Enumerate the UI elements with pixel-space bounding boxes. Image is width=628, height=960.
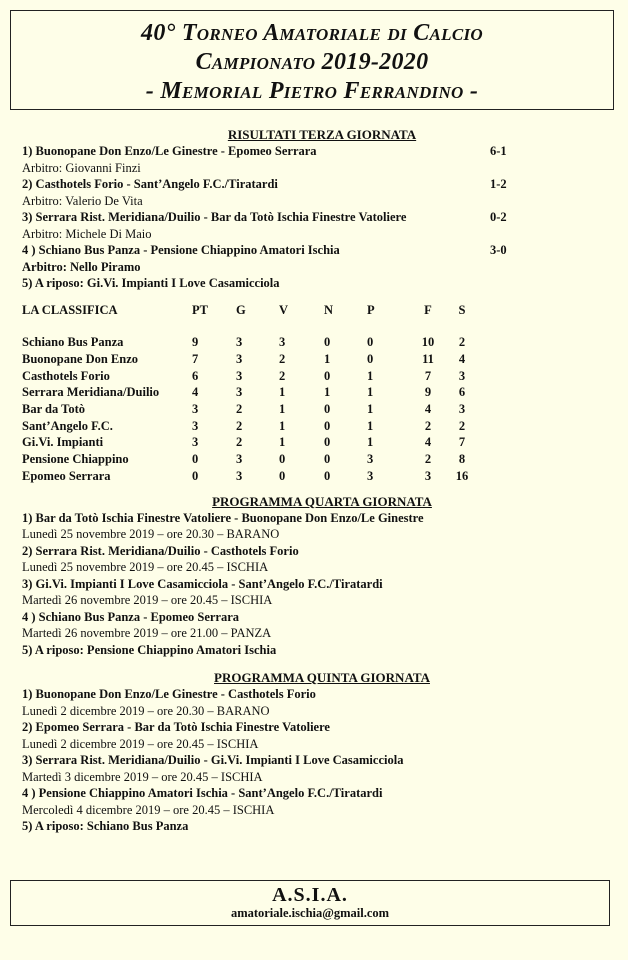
goals-for: 7 — [424, 368, 432, 383]
fixture-info: Martedì 26 novembre 2019 – ore 20.45 – ISCHIA — [22, 593, 273, 608]
goals-against: 2 — [458, 335, 466, 350]
fixture-info: Lunedì 25 novembre 2019 – ore 20.45 – ISCHIA — [22, 560, 269, 575]
points: 9 — [192, 335, 199, 350]
losses: 3 — [367, 468, 374, 483]
losses: 0 — [367, 335, 374, 350]
standings-row — [22, 384, 622, 401]
result-match: 3) Serrara Rist. Meridiana/Duilio - Bar da Totò Ischia Finestre Vatoliere — [22, 210, 407, 224]
fixture-match: 2) Epomeo Serrara - Bar da Totò Ischia Finestre Vatoliere — [22, 720, 330, 735]
draws: 0 — [324, 418, 331, 433]
draws: 0 — [324, 402, 331, 417]
played: 3 — [236, 385, 243, 400]
goals-for: 2 — [424, 418, 432, 433]
goals-for: 3 — [424, 468, 432, 483]
result-match: 2) Casthotels Forio - Sant’Angelo F.C./Tiratardi — [22, 177, 278, 191]
goals-for: 4 — [424, 402, 432, 417]
fixture-match: 2) Serrara Rist. Meridiana/Duilio - Casthotels Forio — [22, 543, 299, 558]
title-box — [10, 10, 614, 110]
goals-for: 9 — [424, 385, 432, 400]
result-match: 1) Buonopane Don Enzo/Le Ginestre - Epomeo Serrara — [22, 144, 317, 158]
draws: 0 — [324, 435, 331, 450]
round3-title: RISULTATI TERZA GIORNATA — [227, 127, 417, 142]
wins: 2 — [279, 351, 286, 366]
result-row — [22, 176, 622, 193]
goals-for: 2 — [424, 452, 432, 467]
standings-row — [22, 418, 622, 435]
points: 3 — [192, 402, 199, 417]
title-line-2: Campionato 2019-2020 — [195, 49, 429, 75]
fixture-match: 3) Serrara Rist. Meridiana/Duilio - Gi.Vi. Impianti I Love Casamicciola — [22, 753, 404, 768]
played: 2 — [236, 402, 243, 417]
points: 6 — [192, 368, 199, 383]
points: 0 — [192, 452, 199, 467]
goals-for: 11 — [422, 351, 434, 366]
wins: 1 — [279, 418, 286, 433]
round3-section — [22, 127, 622, 292]
standings-header — [22, 302, 622, 319]
standings-row — [22, 401, 622, 418]
goals-against: 8 — [458, 452, 466, 467]
goals-against: 3 — [458, 368, 466, 383]
points: 7 — [192, 351, 199, 366]
played: 2 — [236, 435, 243, 450]
goals-for: 10 — [421, 335, 435, 350]
played: 3 — [236, 468, 243, 483]
standings-body — [22, 334, 622, 484]
rest-team: 5) A riposo: Schiano Bus Panza — [22, 819, 189, 834]
fixture-match: 4 ) Pensione Chiappino Amatori Ischia - Sant’Angelo F.C./Tiratardi — [22, 786, 383, 801]
standings-row — [22, 451, 622, 468]
result-row — [22, 143, 622, 160]
header-p: P — [367, 302, 375, 317]
team-name: Sant’Angelo F.C. — [22, 418, 113, 433]
losses: 1 — [367, 368, 374, 383]
goals-against: 4 — [458, 351, 466, 366]
fixture-info: Martedì 26 novembre 2019 – ore 21.00 – PANZA — [22, 626, 272, 641]
wins: 1 — [279, 402, 286, 417]
round4-section — [22, 494, 622, 659]
goals-for: 4 — [424, 435, 432, 450]
draws: 0 — [324, 452, 331, 467]
played: 3 — [236, 452, 243, 467]
result-score: 6-1 — [490, 144, 507, 158]
wins: 0 — [279, 452, 286, 467]
team-name: Gi.Vi. Impianti — [22, 435, 104, 450]
main-content — [22, 127, 622, 835]
round4-title: PROGRAMMA QUARTA GIORNATA — [212, 493, 432, 509]
played: 3 — [236, 368, 243, 383]
standings-row — [22, 351, 622, 368]
title-line-3: - Memorial Pietro Ferrandino - — [145, 78, 479, 104]
played: 3 — [236, 351, 243, 366]
result-score: 1-2 — [490, 177, 507, 191]
fixture-info: Lunedì 2 dicembre 2019 – ore 20.45 – ISCHIA — [22, 736, 259, 751]
referee: Arbitro: Giovanni Finzi — [22, 160, 141, 175]
header-pt: PT — [192, 302, 208, 317]
result-score: 0-2 — [490, 210, 507, 224]
wins: 1 — [279, 385, 286, 400]
contact-email[interactable]: amatoriale.ischia@gmail.com — [230, 906, 390, 920]
draws: 1 — [324, 351, 331, 366]
team-name: Pensione Chiappino — [22, 452, 129, 467]
referee: Arbitro: Michele Di Maio — [22, 226, 152, 241]
result-score: 3-0 — [490, 243, 507, 257]
title-line-1: 40° Torneo Amatoriale di Calcio — [141, 20, 483, 46]
fixture-match: 3) Gi.Vi. Impianti I Love Casamicciola - Sant’Angelo F.C./Tiratardi — [22, 576, 383, 591]
header-n: N — [324, 302, 334, 317]
fixture-match: 4 ) Schiano Bus Panza - Epomeo Serrara — [22, 609, 240, 624]
wins: 3 — [279, 335, 286, 350]
points: 4 — [192, 385, 199, 400]
footer-box — [10, 880, 610, 926]
team-name: Schiano Bus Panza — [22, 335, 124, 350]
losses: 1 — [367, 402, 374, 417]
wins: 2 — [279, 368, 286, 383]
goals-against: 3 — [458, 402, 466, 417]
fixture-match: 1) Bar da Totò Ischia Finestre Vatoliere - Buonopane Don Enzo/Le Ginestre — [22, 510, 424, 525]
round5-section — [22, 670, 622, 835]
rest-team: 5) A riposo: Pensione Chiappino Amatori Ischia — [22, 642, 277, 657]
result-match: 4 ) Schiano Bus Panza - Pensione Chiappino Amatori Ischia — [22, 243, 340, 257]
team-name: Epomeo Serrara — [22, 468, 111, 483]
wins: 1 — [279, 435, 286, 450]
losses: 3 — [367, 452, 374, 467]
losses: 0 — [367, 351, 374, 366]
result-row — [22, 242, 622, 259]
standings-table — [22, 302, 622, 485]
fixture-info: Martedì 3 dicembre 2019 – ore 20.45 – ISCHIA — [22, 769, 263, 784]
standings-row — [22, 468, 622, 485]
goals-against: 6 — [458, 385, 466, 400]
draws: 0 — [324, 368, 331, 383]
goals-against: 7 — [458, 435, 466, 450]
draws: 0 — [324, 468, 331, 483]
fixture-info: Lunedì 2 dicembre 2019 – ore 20.30 – BARANO — [22, 703, 270, 718]
rest-team: 5) A riposo: Gi.Vi. Impianti I Love Casamicciola — [22, 276, 280, 290]
team-name: Casthotels Forio — [22, 368, 110, 383]
referee: Arbitro: Valerio De Vita — [22, 193, 143, 208]
losses: 1 — [367, 385, 374, 400]
points: 3 — [192, 418, 199, 433]
org-name: A.S.I.A. — [272, 884, 348, 906]
draws: 1 — [324, 385, 331, 400]
goals-against: 2 — [458, 418, 466, 433]
losses: 1 — [367, 418, 374, 433]
fixture-info: Lunedì 25 novembre 2019 – ore 20.30 – BARANO — [22, 527, 280, 542]
standings-row — [22, 434, 622, 451]
header-f: F — [424, 302, 432, 317]
draws: 0 — [324, 335, 331, 350]
team-name: Serrara Meridiana/Duilio — [22, 385, 160, 400]
standings-row — [22, 368, 622, 385]
losses: 1 — [367, 435, 374, 450]
goals-against: 16 — [455, 468, 469, 483]
referee: Arbitro: Nello Piramo — [22, 259, 141, 274]
header-v: V — [279, 302, 289, 317]
wins: 0 — [279, 468, 286, 483]
header-s: S — [458, 302, 466, 317]
standings-row — [22, 334, 622, 351]
played: 3 — [236, 335, 243, 350]
header-g: G — [236, 302, 246, 317]
result-row — [22, 209, 622, 226]
team-name: Buonopane Don Enzo — [22, 351, 139, 366]
fixture-match: 1) Buonopane Don Enzo/Le Ginestre - Casthotels Forio — [22, 687, 316, 702]
played: 2 — [236, 418, 243, 433]
header-team: LA CLASSIFICA — [22, 302, 118, 317]
team-name: Bar da Totò — [22, 402, 85, 417]
points: 0 — [192, 468, 199, 483]
round5-title: PROGRAMMA QUINTA GIORNATA — [214, 670, 430, 686]
fixture-info: Mercoledì 4 dicembre 2019 – ore 20.45 – ISCHIA — [22, 802, 275, 817]
points: 3 — [192, 435, 199, 450]
